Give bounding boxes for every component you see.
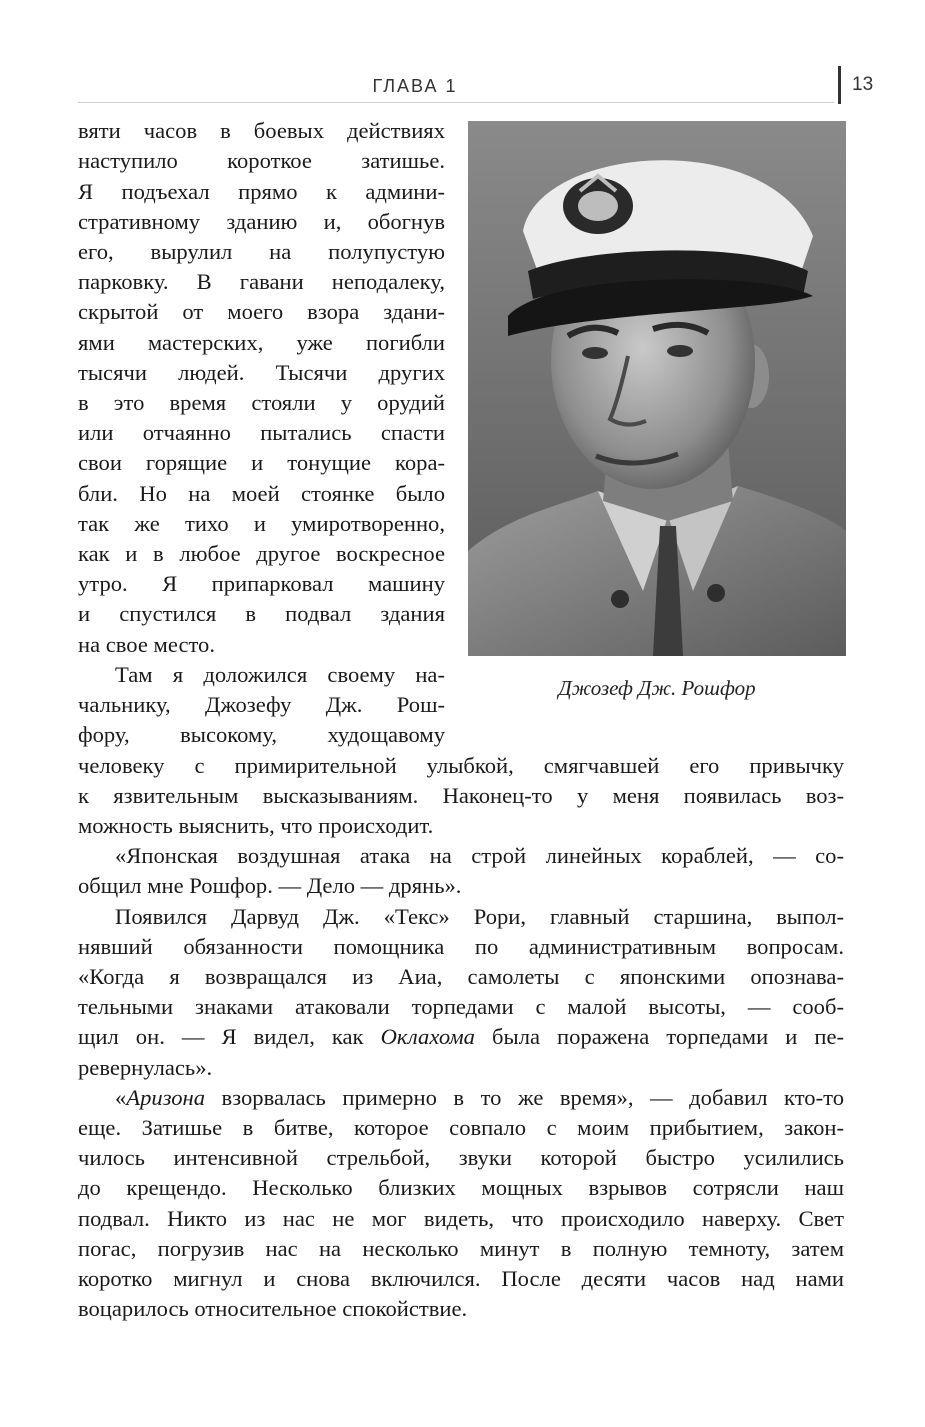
body-line-37: подвал. Никто из нас не мог видеть, что происходило наверху. Свет — [78, 1206, 844, 1231]
page-number-rule — [838, 66, 841, 104]
body-line-1: вяти часов в боевых действиях — [78, 118, 445, 143]
body-line-26: общил мне Рошфор. — Дело — дрянь». — [78, 873, 462, 898]
body-line-39: коротко мигнул и снова включился. После десяти часов над нами — [78, 1266, 844, 1291]
body-line-40: воцарилось относительное спокойствие. — [78, 1296, 468, 1321]
body-line-10: в это время стояли у орудий — [78, 390, 445, 415]
body-line-30: тельными знаками атаковали торпедами с малой высоты, — сооб- — [78, 994, 844, 1019]
chapter-title: ГЛАВА 1 — [372, 76, 458, 96]
body-line-8: ями мастерских, уже погибли — [78, 330, 445, 355]
body-line-11: или отчаянно пытались спасти — [78, 420, 445, 445]
body-line-14: так же тихо и умиротворенно, — [78, 511, 445, 536]
body-line-38: погас, погрузив нас на несколько минут в полную темноту, затем — [78, 1236, 844, 1261]
body-line-23: к язвительным высказываниям. Наконец-то у меня появилась воз- — [78, 783, 844, 808]
ship-name-arizona: Аризона — [126, 1085, 206, 1110]
body-line-31-part-2: была поражена торпедами и пе- — [474, 1024, 844, 1049]
body-line-25: «Японская воздушная атака на строй линейных кораблей, — со- — [115, 843, 844, 868]
body-line-32: ревернулась». — [78, 1055, 213, 1080]
body-line-12: свои горящие и тонущие кора- — [78, 450, 445, 475]
body-line-29: «Когда я возвращался из Аиа, самолеты с японскими опознава- — [78, 964, 844, 989]
body-line-9: тысячи людей. Тысячи других — [78, 360, 445, 385]
body-line-17: и спустился в подвал здания — [78, 601, 445, 626]
body-line-34: еще. Затишье в битве, которое совпало с моим прибытием, закон- — [78, 1115, 844, 1140]
body-line-24: можность выяснить, что происходит. — [78, 813, 434, 838]
header-divider — [78, 102, 834, 103]
ship-name-oklahoma: Оклахома — [380, 1024, 475, 1049]
body-line-35: чилось интенсивной стрельбой, звуки которой быстро усилились — [78, 1145, 844, 1170]
body-line-2: наступило короткое затишье. — [78, 148, 445, 173]
body-line-27: Появился Дарвуд Дж. «Текс» Рори, главный старшина, выпол- — [115, 904, 844, 929]
body-line-33-part-1: « — [115, 1085, 127, 1110]
body-line-5: его, вырулил на полупустую — [78, 239, 445, 264]
body-line-31-part-1: щил он. — Я видел, как — [78, 1024, 381, 1049]
body-line-33 — [115, 1083, 844, 1113]
body-line-16: утро. Я припарковал машину — [78, 571, 445, 596]
body-line-7: скрытой от моего взора здани- — [78, 299, 445, 324]
body-line-4: стративному зданию и, обогнув — [78, 209, 445, 234]
running-header — [0, 62, 925, 110]
body-line-6: парковку. В гавани неподалеку, — [78, 269, 445, 294]
body-line-3: Я подъехал прямо к админи- — [78, 179, 445, 204]
body-line-36: до крещендо. Несколько близких мощных взрывов сотрясли наш — [78, 1175, 844, 1200]
body-line-31 — [78, 1022, 844, 1052]
body-line-28: нявший обязанности помощника по административным вопросам. — [78, 934, 844, 959]
body-line-13: бли. Но на моей стоянке было — [78, 481, 445, 506]
photo-caption: Джозеф Дж. Рошфор — [558, 676, 756, 700]
body-line-33-part-2: взорвалась примерно в то же время», — добавил кто-то — [205, 1085, 844, 1110]
body-line-20: чальнику, Джозефу Дж. Рош- — [78, 692, 445, 717]
body-line-21: фору, высокому, худощавому — [78, 722, 445, 747]
portrait-photo — [468, 121, 846, 656]
body-line-22: человеку с примирительной улыбкой, смягчавшей его привычку — [78, 753, 844, 778]
body-line-18: на свое место. — [78, 632, 215, 657]
body-line-15: как и в любое другое воскресное — [78, 541, 445, 566]
page-number: 13 — [852, 74, 874, 95]
body-line-19: Там я доложился своему на- — [115, 662, 445, 687]
portrait-illustration — [468, 121, 846, 656]
